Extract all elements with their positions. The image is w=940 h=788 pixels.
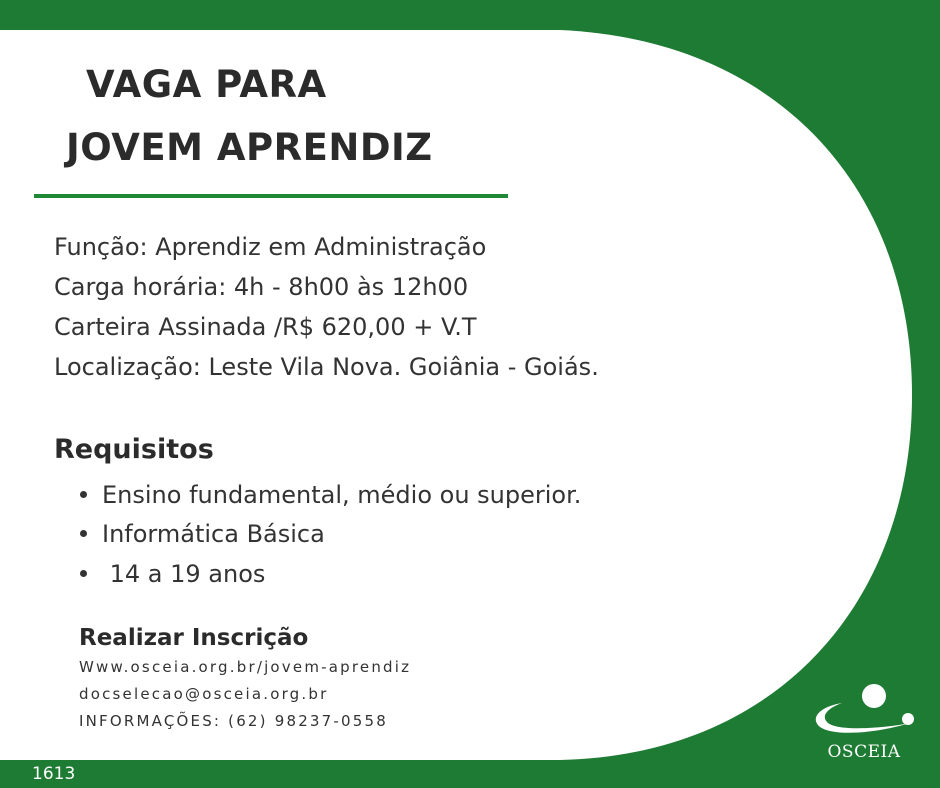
title-line-1: VAGA PARA [86, 63, 327, 106]
title-line-2: JOVEM APRENDIZ [66, 126, 433, 169]
bullet-icon [80, 570, 87, 577]
email-link[interactable]: docselecao@osceia.org.br [79, 685, 329, 703]
requirement-text: Ensino fundamental, médio ou superior. [102, 481, 582, 509]
requirement-item [80, 560, 265, 588]
website-link[interactable]: Www.osceia.org.br/jovem-aprendiz [79, 658, 412, 676]
requirement-text: Informática Básica [102, 520, 325, 548]
info-workload: Carga horária: 4h - 8h00 às 12h00 [54, 273, 469, 301]
title-divider [34, 194, 508, 198]
info-function: Função: Aprendiz em Administração [54, 233, 487, 261]
post-id: 1613 [32, 764, 76, 784]
info-location: Localização: Leste Vila Nova. Goiânia - Goiás. [54, 353, 599, 381]
requirement-text: 14 a 19 anos [102, 560, 266, 588]
requirements-heading: Requisitos [54, 434, 214, 465]
requirement-item [80, 481, 581, 509]
info-salary: Carteira Assinada /R$ 620,00 + V.T [54, 313, 477, 341]
phone-info: INFORMAÇÕES: (62) 98237-0558 [79, 712, 389, 730]
registration-heading: Realizar Inscrição [79, 625, 309, 651]
requirement-item [80, 520, 325, 548]
osceia-logo-icon [808, 683, 920, 741]
bullet-icon [80, 491, 87, 498]
logo-text: OSCEIA [827, 742, 901, 762]
bullet-icon [80, 530, 87, 537]
